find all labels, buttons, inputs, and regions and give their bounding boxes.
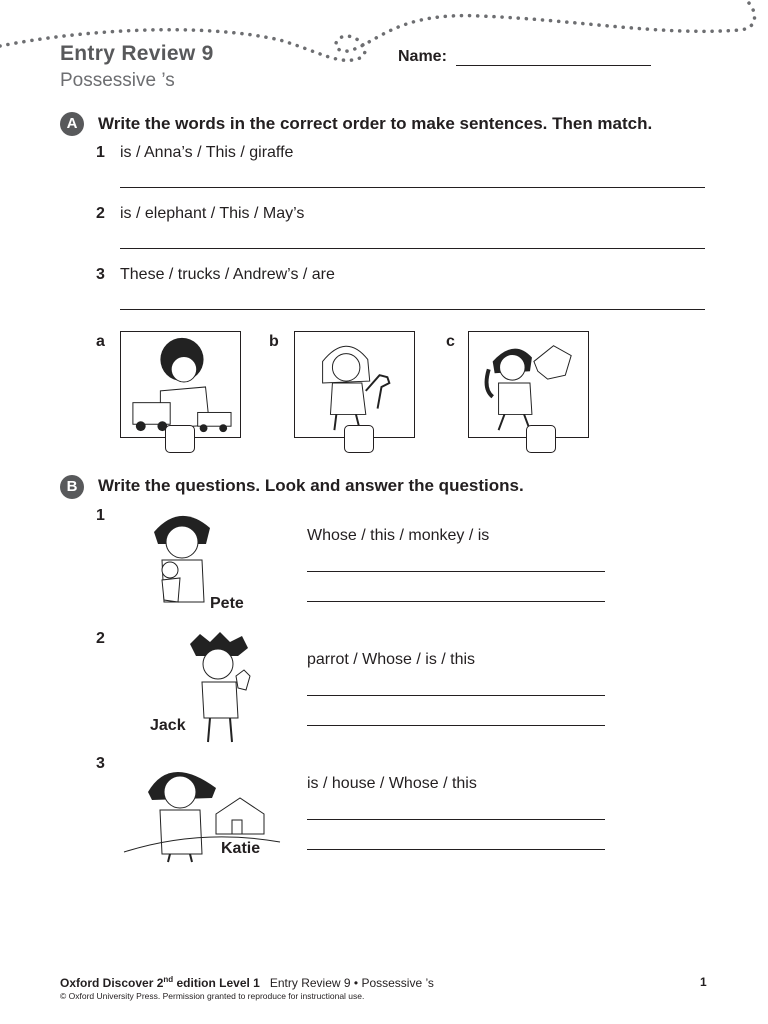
footer-series: Oxford Discover 2nd edition Level 1 Entry Review 9 • Possessive ’s <box>60 975 434 990</box>
item-a2-answer-line[interactable] <box>120 248 705 249</box>
item-b2-prompt: parrot / Whose / is / this <box>307 651 476 668</box>
item-b3-answer-line[interactable] <box>307 849 605 850</box>
page-subtitle: Possessive ’s <box>60 70 175 91</box>
page-number: 1 <box>700 975 707 989</box>
item-b1-name: Pete <box>210 595 244 612</box>
picture-a-answer-box[interactable] <box>165 425 195 453</box>
picture-c-letter: c <box>446 333 455 350</box>
section-b-badge: B <box>60 475 84 499</box>
item-b2-answer-line[interactable] <box>307 725 605 726</box>
footer-copyright: © Oxford University Press. Permission granted to reproduce for instructional use. <box>60 991 365 1001</box>
picture-b-letter: b <box>269 333 279 350</box>
item-b1-number: 1 <box>96 507 105 524</box>
section-a-heading: Write the words in the correct order to make sentences. Then match. <box>98 114 653 133</box>
boy-with-parrot-illustration <box>180 630 260 745</box>
item-b2-question-line[interactable] <box>307 695 605 696</box>
girl-with-elephant-illustration <box>468 331 589 438</box>
item-b3-question-line[interactable] <box>307 819 605 820</box>
footer-section: Entry Review 9 • Possessive ’s <box>269 976 434 990</box>
item-b1-answer-line[interactable] <box>307 601 605 602</box>
item-a2-number: 2 <box>96 205 105 222</box>
section-b-heading: Write the questions. Look and answer the questions. <box>98 476 524 495</box>
girl-with-giraffe-illustration <box>294 331 415 438</box>
item-b2-name: Jack <box>150 717 186 734</box>
decorative-dotted-border <box>0 0 768 80</box>
boy-with-monkey-illustration <box>140 508 230 608</box>
item-a3-answer-line[interactable] <box>120 309 705 310</box>
item-a2-prompt: is / elephant / This / May’s <box>120 205 305 222</box>
item-a3-prompt: These / trucks / Andrew’s / are <box>120 266 335 283</box>
name-label: Name: <box>398 48 447 65</box>
picture-a-letter: a <box>96 333 105 350</box>
item-b3-prompt: is / house / Whose / this <box>307 775 477 792</box>
picture-b-answer-box[interactable] <box>344 425 374 453</box>
item-b1-prompt: Whose / this / monkey / is <box>307 527 490 544</box>
item-a1-answer-line[interactable] <box>120 187 705 188</box>
item-b2-number: 2 <box>96 630 105 647</box>
girl-with-house-illustration <box>120 758 285 866</box>
page-title: Entry Review 9 <box>60 42 214 65</box>
item-b1-question-line[interactable] <box>307 571 605 572</box>
name-field[interactable] <box>456 65 651 66</box>
picture-c-answer-box[interactable] <box>526 425 556 453</box>
boy-with-trucks-illustration <box>120 331 241 438</box>
item-a1-number: 1 <box>96 144 105 161</box>
section-a-badge: A <box>60 112 84 136</box>
item-b3-number: 3 <box>96 755 105 772</box>
item-b3-name: Katie <box>221 840 261 857</box>
item-a1-prompt: is / Anna’s / This / giraffe <box>120 144 294 161</box>
item-a3-number: 3 <box>96 266 105 283</box>
